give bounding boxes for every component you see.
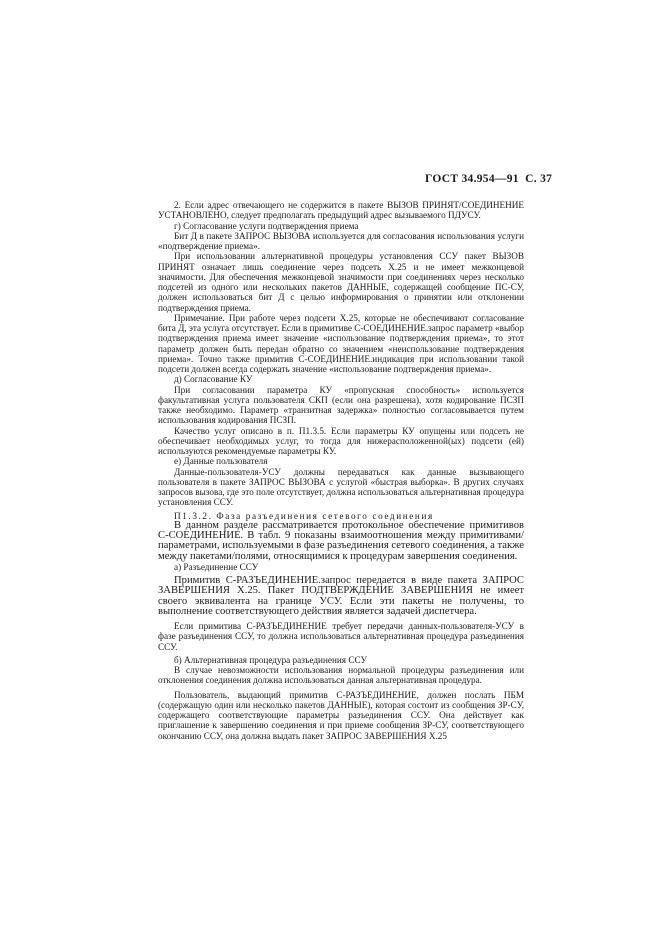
body-paragraph: В данном разделе рассматривается протокольное обеспечение примитивов С-СОЕДИНЕНИЕ. В табл. 9 показаны взаимоотношения между примитивами/параметрами, используемыми в фазе разъединения сетевого соединения, а также между пакетами/полями, относящимися к процедурам завершения соединения.	[158, 519, 524, 562]
body-paragraph: Качество услуг описано в п. П1.3.5. Если параметры КУ опущены или подсеть не обеспечивает необходимых услуг, то тогда для нижерасположенной(ых) подсети (ей) используются рекомендуемые параметры КУ.	[158, 425, 524, 456]
subheading-user-data: е) Данные пользователя	[174, 456, 268, 467]
body-paragraph: Пользователь, выдающий примитив С-РАЗЪЕДИНЕНИЕ, должен послать ПБМ (содержащую один или несколько пакетов ДАННЫЕ), которая состоит из сообщения ЗР-СУ, содержащего соответствующие параметры разъединения ССУ. Она действует как приглашение к завершению соединения и при приеме сообщения ЗР-СУ, соответствующего окончанию ССУ, она должна выдать пакет ЗАПРОС ЗАВЕРШЕНИЯ Х.25	[158, 689, 524, 741]
section-heading-release-phase: П1.3.2. Фаза разъединения сетевого соединения	[174, 510, 434, 521]
body-paragraph: При использовании альтернативной процедуры установления ССУ пакет ВЫЗОВ ПРИНЯТ означает лишь соединение через подсеть Х.25 и не имеет межконцевой значимости. Для обеспечения межконцевой значимости при соединениях через несколько подсетей из одного или нескольких пакетов ДАННЫЕ, содержащей сообщение ПС-СУ, должен использоваться бит Д с целью информирования о принятии или отклонении подтверждения приема.	[158, 251, 524, 313]
document-body	[158, 200, 524, 741]
body-paragraph: В случае невозможности использования нормальной процедуры разъединения или отклонения соединения должна использоваться данная альтернативная процедура.	[158, 665, 524, 686]
subheading-receipt-confirmation: г) Согласование услуги подтверждения приема	[174, 220, 359, 231]
body-paragraph: Если примитива С-РАЗЪЕДИНЕНИЕ требует передачи данных-пользователя-УСУ в фазе разъединения ССУ, то должна использоваться альтернативная процедура разъединения ССУ.	[158, 621, 524, 652]
body-paragraph: Данные-пользователя-УСУ должны передаваться как данные вызывающего пользователя в пакете ЗАПРОС ВЫЗОВА с услугой «быстрая выборка». В других случаях запросов вызова, где это поле отсутствует, должна использоваться альтернативная процедура установления ССУ.	[158, 466, 524, 508]
subheading-qos-negotiation: д) Согласование КУ	[174, 374, 253, 385]
body-paragraph: Бит Д в пакете ЗАПРОС ВЫЗОВА используется для согласования использования услуги «подтверждение приема».	[158, 230, 524, 251]
body-paragraph: Примитив С-РАЗЪЕДИНЕНИЕ.запрос передается в виде пакета ЗАПРОС ЗАВЕРШЕНИЯ Х.25. Пакет ПОДТВЕРЖДЕНИЕ ЗАВЕРШЕНИЯ не имеет своего эквивалента на границе УСУ. Если эти пакеты не получены, то выполнение соответствующего действия является задачей диспетчера.	[158, 575, 524, 617]
standard-number: ГОСТ 34.954—91	[425, 173, 519, 185]
subheading-alternative-release: б) Альтернативная процедура разъединения ССУ	[174, 654, 367, 665]
body-paragraph: При согласовании параметра КУ «пропускная способность» используется факультативная услуга пользователя СКП (если она разрешена), хотя кодирование ПСЗП также необходимо. Параметр «транзитная задержка» полностью согласовывается путем использования кодирования ПСЗП.	[158, 384, 524, 426]
subheading-release: а) Разъединение ССУ	[174, 561, 259, 572]
page-header	[425, 173, 552, 185]
remark-paragraph: Примечание. При работе через подсети Х.25, которые не обеспечивают согласование бита Д, эта услуга отсутствует. Если в примитиве С-СОЕДИНЕНИЕ.запрос параметр «выбор подтверждения приема имеет значение «использование подтверждения приема», то этот параметр должен быть передан обратно со значением «неиспользование подтверждения приема». Точно также примитив С-СОЕДИНЕНИЕ.индикация при использовании такой подсети должен всегда содержать значение «использование подтверждения приема».	[158, 312, 524, 374]
note-paragraph: 2. Если адрес отвечающего не содержится в пакете ВЫЗОВ ПРИНЯТ/СОЕДИНЕНИЕ УСТАНОВЛЕНО, следует предполагать предыдущий адрес вызываемого ПДУСУ.	[158, 200, 524, 221]
page-number: С. 37	[525, 173, 553, 185]
